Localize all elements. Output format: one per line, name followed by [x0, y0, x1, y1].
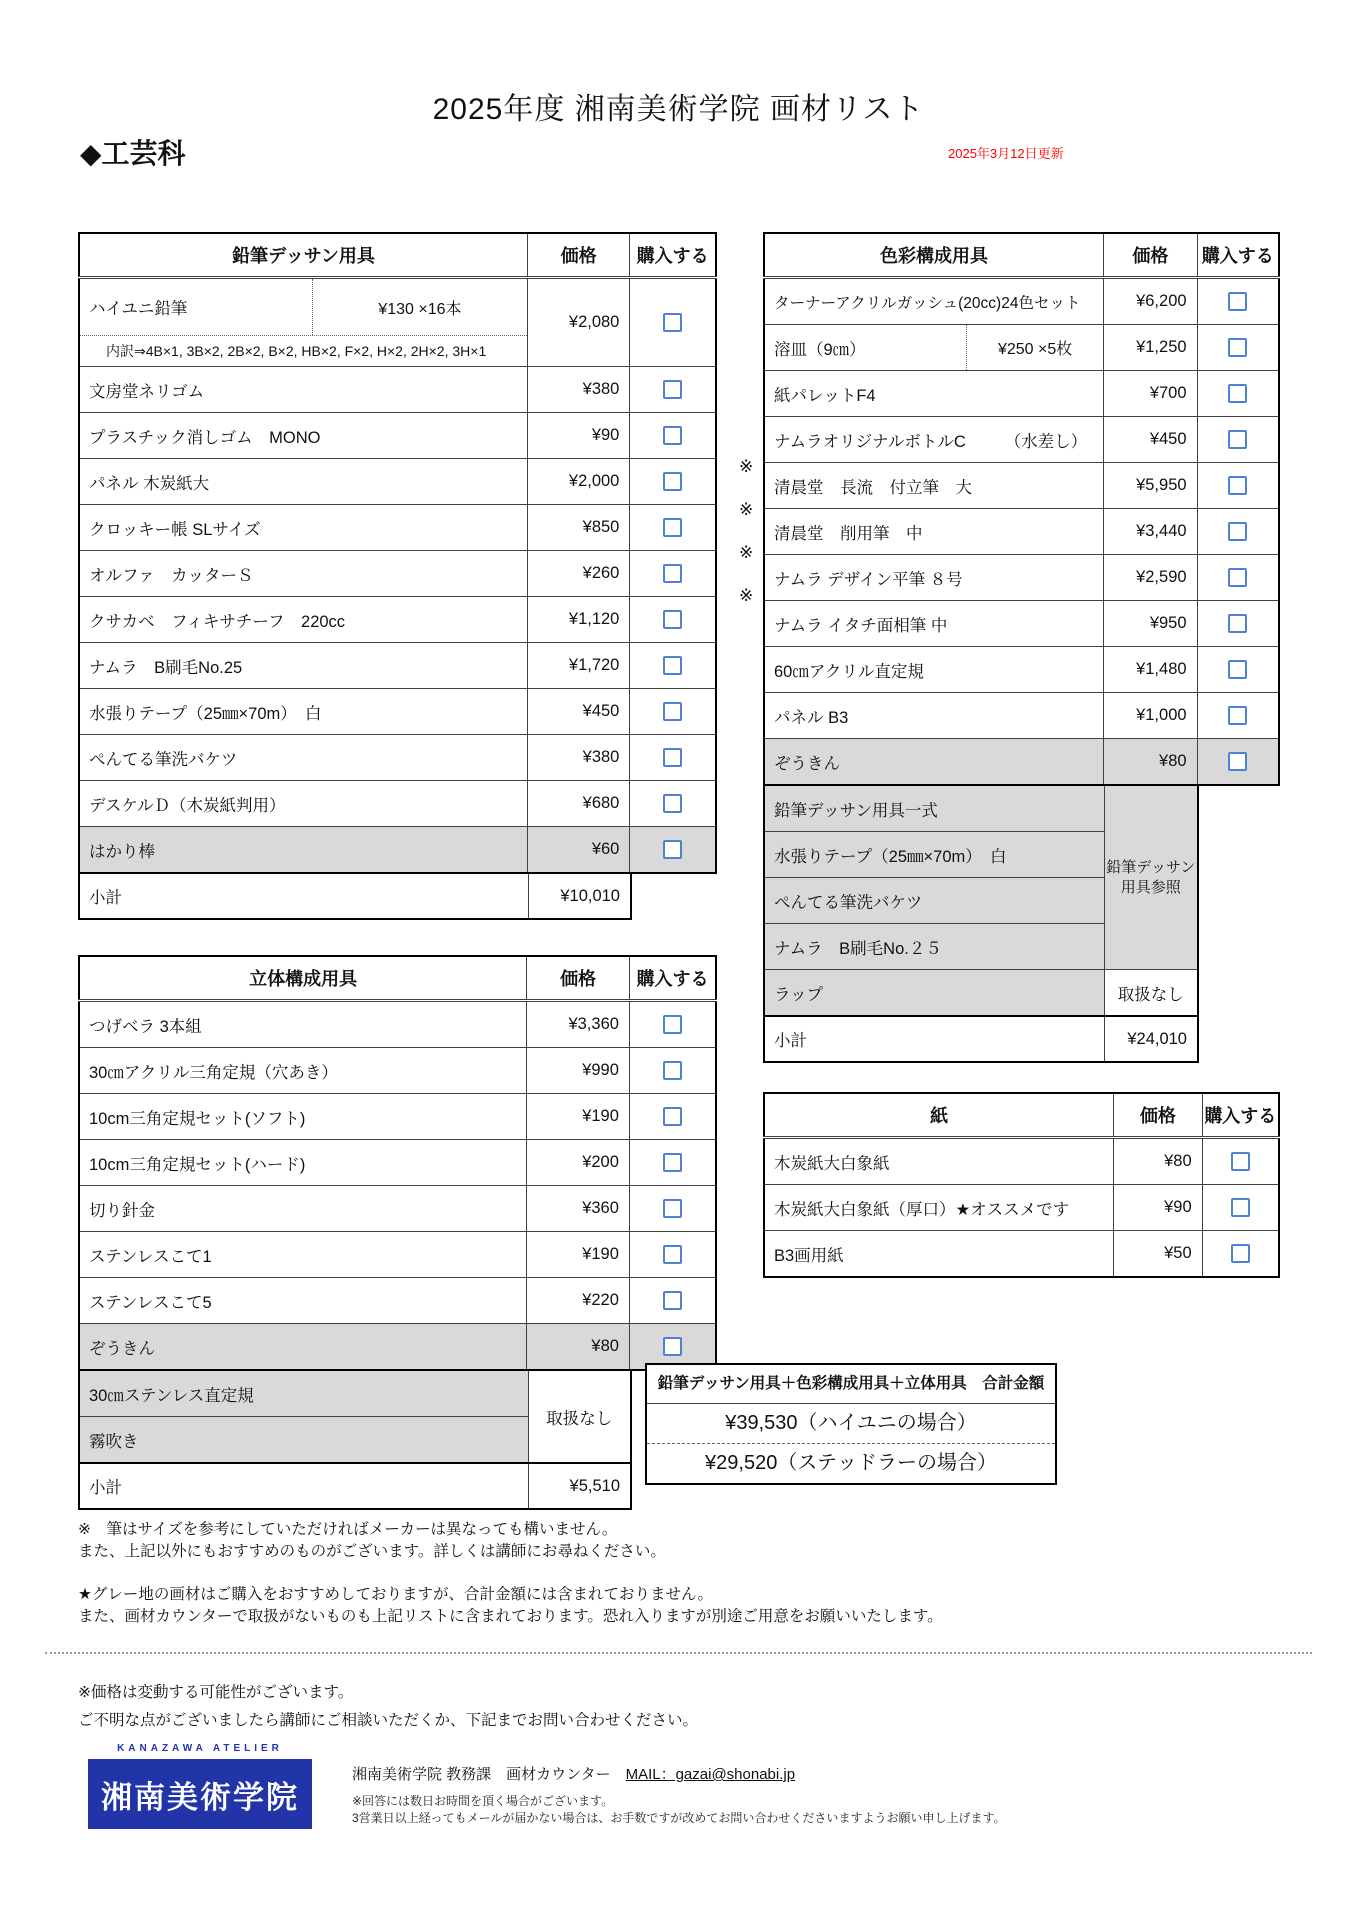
- item-name: 水張りテープ（25㎜×70m） 白: [79, 689, 527, 735]
- item-price: ¥80: [1104, 739, 1197, 786]
- table-row: [764, 785, 1198, 832]
- section-heading: ◆工芸科: [80, 138, 186, 169]
- purchase-checkbox[interactable]: [1228, 706, 1247, 725]
- item-name: ラップ: [764, 970, 1104, 1017]
- pencil-tools-section: [78, 232, 717, 920]
- column-header-price: 価格: [527, 956, 630, 1001]
- purchase-checkbox[interactable]: [663, 702, 682, 721]
- item-price: ¥2,590: [1104, 555, 1197, 601]
- item-name: 60㎝アクリル直定規: [764, 647, 1104, 693]
- item-price: ¥950: [1104, 601, 1197, 647]
- purchase-checkbox[interactable]: [663, 518, 682, 537]
- table-row: [79, 1324, 716, 1371]
- item-name: 木炭紙大白象紙: [764, 1138, 1114, 1185]
- purchase-checkbox[interactable]: [1231, 1244, 1250, 1263]
- purchase-checkbox[interactable]: [1228, 614, 1247, 633]
- item-price: 取扱なし: [1104, 970, 1198, 1017]
- purchase-checkbox[interactable]: [1228, 568, 1247, 587]
- item-price: ¥700: [1104, 371, 1197, 417]
- subtotal-label: 小計: [79, 873, 528, 919]
- item-price: ¥360: [527, 1186, 630, 1232]
- subtotal-value: ¥24,010: [1104, 1016, 1198, 1062]
- table-row: [79, 278, 716, 336]
- purchase-checkbox[interactable]: [1231, 1152, 1250, 1171]
- item-name: はかり棒: [79, 827, 527, 874]
- item-price: ¥3,440: [1104, 509, 1197, 555]
- item-name: つげベラ 3本組: [79, 1001, 527, 1048]
- item-note: ★オススメです: [955, 1200, 1070, 1219]
- contact-mail-link[interactable]: MAIL：gazai@shonabi.jp: [625, 1766, 796, 1783]
- purchase-checkbox[interactable]: [663, 656, 682, 675]
- asterisk-mark: ※: [739, 457, 754, 476]
- item-name: 清晨堂 削用筆 中: [764, 509, 1104, 555]
- header-row: [79, 233, 716, 278]
- column-header-price: 価格: [1104, 233, 1197, 278]
- item-price: ¥50: [1114, 1231, 1202, 1278]
- item-price: ¥1,000: [1104, 693, 1197, 739]
- purchase-checkbox[interactable]: [663, 472, 682, 491]
- purchase-checkbox[interactable]: [663, 1199, 682, 1218]
- table-row: [764, 739, 1279, 786]
- item-name: ナムラ イタチ面相筆 中: [764, 601, 1104, 647]
- column-header-buy: 購入する: [629, 956, 716, 1001]
- asterisk-mark: ※: [739, 586, 754, 605]
- item-price: ¥220: [527, 1278, 630, 1324]
- item-price: ¥60: [527, 827, 629, 874]
- item-price: ¥2,000: [527, 459, 629, 505]
- item-name: 10cm三角定規セット(ハード): [79, 1140, 527, 1186]
- item-price: ¥6,200: [1104, 278, 1197, 325]
- subtotal-row: [78, 1462, 632, 1510]
- item-name: 30㎝ステンレス直定規: [79, 1370, 528, 1417]
- item-name: 清晨堂 長流 付立筆 大: [764, 463, 1104, 509]
- item-price: ¥80: [1114, 1138, 1202, 1185]
- table-row: [764, 693, 1279, 739]
- item-price: ¥2,080: [527, 278, 629, 367]
- item-price: ¥450: [527, 689, 629, 735]
- item-price: ¥680: [527, 781, 629, 827]
- table-row: [79, 1140, 716, 1186]
- column-header-buy: 購入する: [1202, 1093, 1279, 1138]
- item-price: ¥200: [527, 1140, 630, 1186]
- totals-table: [645, 1363, 1057, 1485]
- color-tools-reference-block: [763, 784, 1199, 1017]
- item-name: パネル 木炭紙大: [79, 459, 527, 505]
- item-price: ¥1,720: [527, 643, 629, 689]
- totals-section: [645, 1363, 1057, 1485]
- table-row: [79, 1001, 716, 1048]
- item-name: ぞうきん: [764, 739, 1104, 786]
- table-row: [79, 643, 716, 689]
- solid-tools-na-block: [78, 1369, 632, 1464]
- item-price: ¥1,480: [1104, 647, 1197, 693]
- table-row: [79, 1048, 716, 1094]
- item-unit-price: ¥130 ×16本: [312, 279, 527, 335]
- paper-table: [763, 1092, 1280, 1278]
- item-price-reference: 鉛筆デッサン用具参照: [1104, 785, 1198, 970]
- item-note: （水差し）: [1004, 432, 1088, 451]
- item-price: ¥260: [527, 551, 629, 597]
- table-row: [764, 325, 1279, 371]
- item-price: ¥450: [1104, 417, 1197, 463]
- logo-kanazawa-atelier: KANAZAWA ATELIER: [117, 1743, 283, 1754]
- purchase-checkbox[interactable]: [1231, 1198, 1250, 1217]
- purchase-checkbox[interactable]: [1228, 522, 1247, 541]
- purchase-checkbox[interactable]: [1228, 476, 1247, 495]
- table-row: [79, 827, 716, 874]
- pencil-tools-table: [78, 232, 717, 874]
- subtotal-label: 小計: [79, 1463, 528, 1509]
- purchase-checkbox[interactable]: [663, 1061, 682, 1080]
- item-name: ナムラオリジナルボトルC: [774, 432, 966, 451]
- purchase-checkbox[interactable]: [1228, 338, 1247, 357]
- purchase-checkbox[interactable]: [663, 380, 682, 399]
- item-name: 切り針金: [79, 1186, 527, 1232]
- item-name: 木炭紙大白象紙（厚口）: [774, 1200, 956, 1219]
- table-row: [764, 509, 1279, 555]
- table-row: [764, 647, 1279, 693]
- item-name: 水張りテープ（25㎜×70m） 白: [764, 832, 1104, 878]
- table-row: [764, 970, 1198, 1017]
- item-name: クサカベ フィキサチーフ 220cc: [79, 597, 527, 643]
- item-name: プラスチック消しゴム MONO: [79, 413, 527, 459]
- subtotal-value: ¥10,010: [528, 873, 631, 919]
- subtotal-row: [78, 872, 632, 920]
- item-name: ステンレスこて5: [79, 1278, 527, 1324]
- column-header-items: 色彩構成用具: [764, 233, 1104, 278]
- table-row: [79, 1232, 716, 1278]
- purchase-checkbox[interactable]: [663, 1107, 682, 1126]
- totals-line-hiuni: ¥39,530（ハイユニの場合）: [647, 1404, 1055, 1444]
- item-name: オルファ カッターＳ: [79, 551, 527, 597]
- table-row: [79, 781, 716, 827]
- column-header-items: 紙: [764, 1093, 1114, 1138]
- table-row: [79, 413, 716, 459]
- column-header-items: 立体構成用具: [79, 956, 527, 1001]
- header-row: [79, 956, 716, 1001]
- table-row: [79, 1370, 631, 1417]
- item-name: 10cm三角定規セット(ソフト): [79, 1094, 527, 1140]
- table-row: [764, 463, 1279, 509]
- item-name: ぺんてる筆洗バケツ: [764, 878, 1104, 924]
- table-row: [764, 1185, 1279, 1231]
- item-breakdown: 内訳⇒4B×1, 3B×2, 2B×2, B×2, HB×2, F×2, H×2, 2H×2, 3H×1: [79, 336, 527, 367]
- table-row: [764, 278, 1279, 325]
- item-price: ¥990: [527, 1048, 630, 1094]
- table-row: [79, 367, 716, 413]
- purchase-checkbox[interactable]: [663, 1015, 682, 1034]
- table-row: [79, 597, 716, 643]
- table-row: [764, 555, 1279, 601]
- header-row: [764, 1093, 1279, 1138]
- color-tools-section: [739, 232, 1280, 1063]
- school-logo: 湘南美術学院: [88, 1759, 312, 1829]
- item-price: ¥190: [527, 1094, 630, 1140]
- item-name: 霧吹き: [79, 1417, 528, 1464]
- item-price: ¥1,120: [527, 597, 629, 643]
- purchase-checkbox[interactable]: [1228, 384, 1247, 403]
- item-name: ハイユニ鉛筆: [89, 300, 188, 318]
- purchase-checkbox[interactable]: [663, 1291, 682, 1310]
- purchase-checkbox[interactable]: [663, 748, 682, 767]
- item-price: ¥80: [527, 1324, 630, 1371]
- column-header-buy: 購入する: [630, 233, 716, 278]
- item-price: ¥380: [527, 367, 629, 413]
- purchase-checkbox[interactable]: [663, 840, 682, 859]
- item-name: パネル B3: [764, 693, 1104, 739]
- table-row: [79, 459, 716, 505]
- solid-tools-section: [78, 955, 717, 1510]
- item-unit-price: ¥250 ×5枚: [966, 325, 1103, 370]
- table-row: [764, 1138, 1279, 1185]
- note-price-change: ※価格は変動する可能性がございます。: [78, 1684, 354, 1701]
- subtotal-value: ¥5,510: [528, 1463, 631, 1509]
- purchase-checkbox[interactable]: [663, 1337, 682, 1356]
- item-price: ¥380: [527, 735, 629, 781]
- purchase-checkbox[interactable]: [1228, 292, 1247, 311]
- purchase-checkbox[interactable]: [663, 1245, 682, 1264]
- note-contact: ご不明な点がございましたら講師にご相談いただくか、下記までお問い合わせください。: [78, 1712, 699, 1729]
- item-name: クロッキー帳 SLサイズ: [79, 505, 527, 551]
- table-row: [79, 551, 716, 597]
- item-name: ターナーアクリルガッシュ(20cc)24色セット: [764, 278, 1104, 325]
- item-name: 鉛筆デッサン用具一式: [764, 785, 1104, 832]
- table-row: [79, 505, 716, 551]
- table-row: [764, 417, 1279, 463]
- purchase-checkbox[interactable]: [663, 564, 682, 583]
- note-brushes: ※ 筆はサイズを参考にしていただければメーカーは異なっても構いません。 また、上記以外にもおすすめのものがございます。詳しくは講師にお尋ねください。: [78, 1521, 666, 1560]
- item-price: 取扱なし: [528, 1370, 631, 1463]
- contact-department: 湘南美術学院 教務課 画材カウンター: [352, 1766, 626, 1783]
- totals-heading: 鉛筆デッサン用具＋色彩構成用具＋立体用具 合計金額: [647, 1365, 1055, 1404]
- contact-footnote-2: 3営業日以上経ってもメールが届かない場合は、お手数ですが改めてお問い合わせくださいますようお願い申し上げます。: [352, 1811, 1006, 1825]
- column-header-items: 鉛筆デッサン用具: [79, 233, 527, 278]
- page-title: 2025年度 湘南美術学院 画材リスト: [432, 93, 925, 126]
- totals-line-staedtler: ¥29,520（ステッドラーの場合）: [705, 1452, 997, 1474]
- dotted-divider: [45, 1652, 1312, 1654]
- item-name: 30㎝アクリル三角定規（穴あき）: [79, 1048, 527, 1094]
- asterisk-mark: ※: [739, 543, 754, 562]
- purchase-checkbox[interactable]: [663, 610, 682, 629]
- contact-line: [352, 1763, 795, 1784]
- item-name: 文房堂ネリゴム: [79, 367, 527, 413]
- item-name: 紙パレットF4: [764, 371, 1104, 417]
- item-price: ¥5,950: [1104, 463, 1197, 509]
- table-row: [79, 689, 716, 735]
- contact-footnote-1: ※回答には数日お時間を頂く場合がございます。: [352, 1794, 614, 1808]
- item-price: ¥850: [527, 505, 629, 551]
- item-name: ナムラ B刷毛No.２５: [764, 924, 1104, 970]
- purchase-checkbox[interactable]: [1228, 430, 1247, 449]
- solid-tools-table: [78, 955, 717, 1371]
- item-price: ¥90: [527, 413, 629, 459]
- table-row: [764, 601, 1279, 647]
- note-gray-items: ★グレー地の画材はご購入をおすすめしておりますが、合計金額には含まれておりません。 また、画材カウンターで取扱がないものも上記リストに含まれております。恐れ入りますが別途ご用意をお願いいたします。: [78, 1586, 943, 1625]
- table-row: [79, 1186, 716, 1232]
- asterisk-mark: ※: [739, 500, 754, 519]
- column-header-price: 価格: [1114, 1093, 1202, 1138]
- subtotal-row: [763, 1015, 1199, 1063]
- purchase-checkbox[interactable]: [1228, 752, 1247, 771]
- column-header-buy: 購入する: [1197, 233, 1279, 278]
- updated-date: 2025年3月12日更新: [948, 146, 1064, 161]
- table-row: [764, 1231, 1279, 1278]
- item-name: ナムラ デザイン平筆 ８号: [764, 555, 1104, 601]
- item-name: ステンレスこて1: [79, 1232, 527, 1278]
- column-header-price: 価格: [527, 233, 629, 278]
- paper-section: [763, 1092, 1280, 1278]
- purchase-checkbox[interactable]: [663, 426, 682, 445]
- item-name: ぺんてる筆洗バケツ: [79, 735, 527, 781]
- purchase-checkbox[interactable]: [663, 1153, 682, 1172]
- item-price: ¥190: [527, 1232, 630, 1278]
- item-name: B3画用紙: [764, 1231, 1114, 1278]
- item-name: ぞうきん: [79, 1324, 527, 1371]
- item-name: 溶皿（9㎝）: [774, 340, 866, 359]
- item-price: ¥3,360: [527, 1001, 630, 1048]
- item-name: デスケルＤ（木炭紙判用）: [79, 781, 527, 827]
- subtotal-label: 小計: [764, 1016, 1104, 1062]
- purchase-checkbox[interactable]: [1228, 660, 1247, 679]
- table-row: [764, 371, 1279, 417]
- purchase-checkbox[interactable]: [663, 313, 682, 332]
- table-row: [79, 1278, 716, 1324]
- item-name: ナムラ B刷毛No.25: [79, 643, 527, 689]
- table-row: [79, 1094, 716, 1140]
- table-row: [79, 735, 716, 781]
- header-row: [764, 233, 1279, 278]
- purchase-checkbox[interactable]: [663, 794, 682, 813]
- item-price: ¥1,250: [1104, 325, 1197, 371]
- color-tools-table: [763, 232, 1280, 786]
- item-price: ¥90: [1114, 1185, 1202, 1231]
